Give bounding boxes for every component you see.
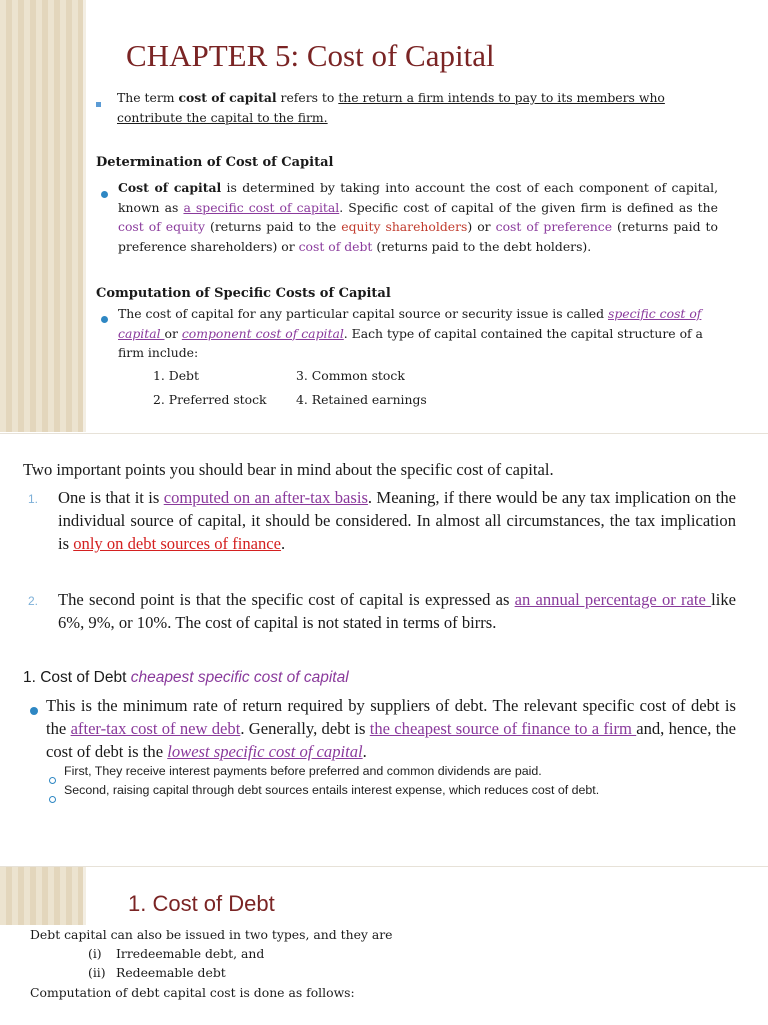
dot-bullet-icon [30,700,38,719]
slide-2 [0,433,768,864]
slide-3-title: 1. Cost of Debt [128,891,275,916]
link-lowest-specific[interactable]: lowest specific cost of capital [167,742,363,761]
point-1-paragraph: One is that it is computed on an after-tax basis. Meaning, if there would be any tax implication on the individual source of capital, it should be considered. In almost all circumstances, the tax implication is only on debt sources of finance. [58,488,736,553]
heading-determination: Determination of Cost of Capital [96,155,334,170]
intro-paragraph: The term cost of capital refers to the return a firm intends to pay to its members who contribute the capital to the firm. [117,90,665,125]
list-item: Redeemable debt [116,965,226,980]
link-debt-sources[interactable]: only on debt sources of finance [73,534,282,553]
link-component-cost[interactable]: component cost of capital [181,325,344,341]
circle-bullet-icon [49,788,56,807]
heading-computation: Computation of Specific Costs of Capital [96,286,391,301]
link-annual-percentage[interactable]: an annual percentage or rate [514,590,712,609]
slide-1 [0,0,768,432]
slide-title: CHAPTER 5: Cost of Capital [126,38,495,73]
slide-3 [0,866,768,1025]
dot-bullet-icon [101,183,108,202]
decorative-stripe [0,0,86,432]
debt-paragraph: This is the minimum rate of return required by suppliers of debt. The relevant specific cost of debt is the after-tax cost of new debt. Generally, debt is the cheapest source of finance to a firm and, hence, the cost of debt is the lowest specific cost of capital. [46,696,737,761]
point-number: 1. [28,492,39,506]
link-after-tax-new-debt[interactable]: after-tax cost of new debt [70,719,241,738]
list-item: 3. Common stock [296,368,405,383]
list-item-number: (i) [88,946,102,961]
circle-bullet-icon [49,769,56,788]
list-item: Irredeemable debt, and [116,946,265,961]
list-item: 1. Debt [153,368,199,383]
list-item: 2. Preferred stock [153,392,267,407]
sub-bullet: Second, raising capital through debt sources entails interest expense, which reduces cost of debt. [64,783,600,797]
point-number: 2. [28,594,39,608]
dot-bullet-icon [101,308,108,327]
slide-2-lead: Two important points you should bear in mind about the specific cost of capital. [23,460,554,479]
list-item-number: (ii) [88,965,106,980]
link-after-tax[interactable]: computed on an after-tax basis [163,488,368,507]
decorative-stripe [0,867,86,925]
debt-types-line: Debt capital can also be issued in two types, and they are [30,927,393,942]
sub-bullet: First, They receive interest payments before preferred and common dividends are paid. [64,764,542,778]
square-bullet-icon [96,92,101,111]
list-item: 4. Retained earnings [296,392,427,407]
link-specific-cost[interactable]: a specific cost of capital [183,199,340,215]
determination-paragraph: Cost of capital is determined by taking into account the cost of each component of capital, known as a specific cost of capital. Specific cost of capital of the given firm is defined as the cost of equity (returns paid to the equity shareholders) or cost of preference (returns paid to preference shareholders) or cost of debt (returns paid to the debt holders). [118,180,719,254]
computation-paragraph: The cost of capital for any particular capital source or security issue is called specific cost of capital or component cost of capital. Each type of capital contained the capital structure of a firm include: [118,306,703,360]
link-specific-cost-capital[interactable]: specific cost of capital [118,306,702,341]
cost-of-debt-heading: 1. Cost of Debt cheapest specific cost of capital [23,669,349,686]
point-2-paragraph: The second point is that the specific cost of capital is expressed as an annual percentage or rate like 6%, 9%, or 10%. The cost of capital is not stated in terms of birrs. [58,590,736,632]
computation-line: Computation of debt capital cost is done as follows: [30,985,355,1000]
link-cheapest-source[interactable]: the cheapest source of finance to a firm [369,719,637,738]
